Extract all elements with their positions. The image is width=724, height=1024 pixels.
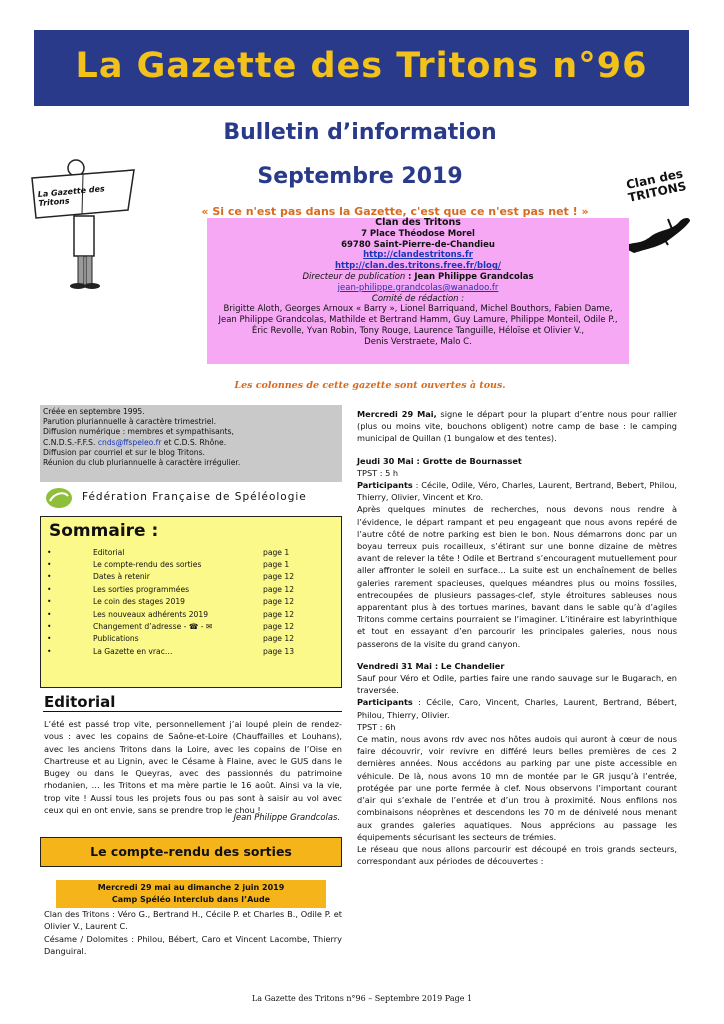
- editorial-heading: Editorial: [44, 693, 116, 711]
- masthead-title: La Gazette des Tritons n°96: [75, 46, 648, 86]
- toc-bullet: •: [47, 634, 52, 644]
- info-cds: et C.D.S. Rhône.: [163, 437, 227, 447]
- toc-page: page 12: [263, 609, 295, 619]
- participants-list: : Cécile, Odile, Véro, Charles, Laurent, Bertrand, Bebert, Philou, Thierry, Olivier, Vincent et Kro.: [357, 480, 677, 503]
- participants: [357, 696, 677, 720]
- toc-label: Les sorties programmées: [93, 584, 190, 594]
- toc-page: page 12: [263, 634, 295, 644]
- director-email-link[interactable]: jean-philippe.grandcolas@wanadoo.fr: [337, 282, 499, 293]
- participants-label: Participants: [357, 697, 413, 708]
- info-line: Diffusion par courriel et sur le blog Tritons.: [43, 447, 205, 457]
- report-date: Mercredi 29 Mai,: [357, 409, 437, 419]
- salamander-icon: [618, 211, 694, 255]
- club-street: 7 Place Théodose Morel: [361, 228, 475, 239]
- toc-bullet: •: [47, 622, 52, 632]
- toc-page: page 12: [263, 572, 295, 582]
- club-site-link[interactable]: http://clandestritons.fr: [363, 250, 473, 261]
- club-name: Clan des Tritons: [375, 217, 461, 228]
- toc-label: Publications: [93, 634, 139, 644]
- participants: [357, 479, 677, 503]
- toc-table: [47, 546, 335, 658]
- committee-line: Éric Revolle, Yvan Robin, Tony Rouge, Laurence Tanguille, Héloïse et Olivier V.,: [251, 325, 585, 336]
- committee-line: Jean Philippe Grandcolas, Mathilde et Bertrand Hamm, Guy Lamure, Philippe Monteil, Odile P.,: [218, 315, 618, 326]
- toc-page: page 1: [263, 547, 290, 557]
- newspaper-reader-logo: [28, 148, 138, 298]
- publication-info-box: [40, 405, 342, 482]
- toc-label: Les nouveaux adhérents 2019: [93, 609, 209, 619]
- toc-label: Dates à retenir: [93, 572, 150, 582]
- committee-line: Denis Verstraete, Malo C.: [364, 336, 472, 347]
- club-blog-link[interactable]: http://clan.des.tritons.free.fr/blog/: [334, 261, 502, 272]
- info-cnds: C.N.D.S.-F.F.S.: [43, 437, 96, 447]
- report-text: Le réseau que nous allons parcourir est découpé en trois grands secteurs, correspondant aux périodes de découvertes :: [357, 843, 677, 867]
- toc-page: page 12: [263, 597, 295, 607]
- camp-banner: [56, 880, 326, 908]
- club-info-box: [207, 218, 629, 364]
- toc-label: Le compte-rendu des sorties: [93, 560, 202, 570]
- table-of-contents: [40, 516, 342, 688]
- day-heading: Jeudi 30 Mai : Grotte de Bournasset: [357, 455, 522, 466]
- report-text: signe le départ pour la plupart d’entre nous pour rallier (plus ou moins vite, bouchons obligent) notre camp de base : le camping municipal de Quillan (1 bungalow et des tentes).: [357, 409, 677, 444]
- toc-row[interactable]: [47, 571, 335, 583]
- editorial-body: L’été est passé trop vite, personnellement j’ai loupé plein de rendez-vous : avec les copains de Saône-et-Loire (Chauffailles et Louhans), avec les anciens Tritons dans la Loire, avec les copains de l’Oise en Chartreuse et au Lignin, avec le Césame à Flaine, avec le GUS dans le Bugey ou dans le Queyras, avec des passionnés du patrimoine rhodanien, … les Tritons et ma mère partie le 16 août. Ainsi va la vie, trop vite ! Aussi tous les projets fous ou pas sont à saisir au vol avec ceux qui en ont envie, sans se prendre trop le chou !: [44, 719, 342, 816]
- toc-bullet: •: [47, 584, 52, 594]
- info-line: Réunion du club pluriannuelle à caractère irrégulier.: [43, 458, 241, 468]
- toc-bullet: •: [47, 572, 52, 582]
- toc-bullet: •: [47, 547, 52, 557]
- participants-label: Participants: [357, 480, 413, 491]
- report-text: Ce matin, nous avons rdv avec nos hôtes audois qui auront à cœur de nous faire découvrir, voir revivre en différé leurs belles premières de ces 2 dernières années. Nous accédons au parking par une piste accessible en véhicule. De là, nous avons 10 mn de montée par le GR jusqu’à l’entrée, protégée par une porte fermée à clef. Nous observons l’important courant d’air qui s’exhale de l’entrée et d’un trou à proximité. Nous enfilons nos combinaisons néoprènes et descendons les 70 m de dénivelé nous menant aux grandes galeries aquatiques. Nous apprécions au passage les équipements sécurisant les secteurs de trémies.: [357, 734, 677, 842]
- toc-page: page 12: [263, 584, 295, 594]
- info-line: Créée en septembre 1995.: [43, 407, 145, 416]
- toc-row[interactable]: [47, 558, 335, 570]
- editorial-rule: [43, 711, 342, 712]
- toc-title: Sommaire :: [49, 521, 159, 541]
- info-line: Diffusion numérique : membres et sympathisants,: [43, 427, 234, 437]
- camp-participants: [44, 908, 342, 957]
- cnds-email-link[interactable]: cnds@ffspeleo.fr: [97, 437, 162, 447]
- ffs-name: Fédération Française de Spéléologie: [82, 491, 307, 503]
- director-name: : Jean Philippe Grandcolas: [407, 271, 534, 282]
- toc-bullet: •: [47, 609, 52, 619]
- toc-row[interactable]: [47, 633, 335, 645]
- toc-row[interactable]: [47, 645, 335, 657]
- clan-logo-text: Clan des TRITONS: [624, 166, 688, 205]
- camp-title: Camp Spéléo Interclub dans l’Aude: [111, 895, 271, 904]
- motto: « Si ce n'est pas dans la Gazette, c'est que ce n'est pas net ! »: [201, 205, 589, 218]
- toc-row[interactable]: [47, 583, 335, 595]
- outings-report-heading: Le compte-rendu des sorties: [40, 837, 342, 867]
- toc-page: page 12: [263, 622, 295, 632]
- toc-row[interactable]: [47, 546, 335, 558]
- tpst: TPST : 5 h: [357, 467, 399, 478]
- camp-participants-cesame: Césame / Dolomites : Philou, Bébert, Caro et Vincent Lacombe, Thierry Danguiral.: [44, 933, 342, 956]
- toc-label: La Gazette en vrac…: [93, 646, 173, 656]
- report-text: Après quelques minutes de recherches, nous devons nous rendre à l’évidence, le départ rampant et peu engageant que nous avons repéré de l’autre côté de notre parking est bien le bon. Nous démarrons donc par un boyau terreux puis rocailleux, s’étirant sur une bonne dizaine de mètres avant de relever la tête ! Odile et Bertrand s’encouragent mutuellement pour aller affronter le soleil en surface… La suite est un enchaînement de belles galeries rarement spacieuses, quelques méandres plus ou moins fossiles, entrecoupées de plusieurs passages-clef, style étroitures sableuses nous apparentant plus à des tortues marines, bavant dans le sable qu’à d’agiles Tritons comme certains pourraient se l’imaginer. L’itinéraire est labyrinthique et tout en essayant d’en parcourir les principales galeries, nous nous passerons de la visite du grand canyon.: [357, 504, 677, 649]
- info-line: Parution pluriannuelle à caractère trimestriel.: [43, 417, 217, 427]
- info-line: [43, 438, 339, 448]
- cartoon-caption: La Gazette des Tritons: [37, 184, 106, 208]
- day-heading: Vendredi 31 Mai : Le Chandelier: [357, 660, 505, 671]
- toc-page: page 1: [263, 560, 290, 570]
- committee-line: Brigitte Aloth, Georges Arnoux « Barry », Lionel Barriquand, Michel Bouthors, Fabien Dame,: [223, 304, 613, 315]
- ffs-logo-banner: [42, 487, 342, 509]
- toc-bullet: •: [47, 597, 52, 607]
- club-city: 69780 Saint-Pierre-de-Chandieu: [341, 239, 495, 250]
- report-day-block: [357, 660, 677, 867]
- toc-row[interactable]: [47, 608, 335, 620]
- participants-list: : Cécile, Caro, Vincent, Charles, Laurent, Bertrand, Bébert, Philou, Thierry, Olivier.: [357, 697, 677, 720]
- toc-row[interactable]: [47, 620, 335, 632]
- camp-dates: Mercredi 29 mai au dimanche 2 juin 2019: [97, 883, 285, 892]
- report-column: [357, 408, 677, 867]
- ffs-logo-icon: [44, 487, 74, 509]
- toc-label: Changement d’adresse - ☎ - ✉: [93, 622, 213, 632]
- committee-label: Comité de rédaction :: [371, 293, 465, 304]
- report-intro: [357, 408, 677, 445]
- toc-bullet: •: [47, 560, 52, 570]
- toc-row[interactable]: [47, 596, 335, 608]
- toc-page: page 13: [263, 646, 295, 656]
- report-day-block: [357, 455, 677, 650]
- report-text: Sauf pour Véro et Odile, parties faire une rando sauvage sur le Bugarach, en traversée.: [357, 673, 677, 696]
- issue-date: Septembre 2019: [257, 164, 463, 189]
- toc-label: Le coin des stages 2019: [93, 597, 185, 607]
- camp-participants-tritons: Clan des Tritons : Véro G., Bertrand H., Cécile P. et Charles B., Odile P. et Olivier V., Laurent C.: [44, 909, 342, 932]
- masthead-banner: [34, 30, 689, 106]
- page-footer: La Gazette des Tritons n°96 – Septembre 2019 Page 1: [251, 994, 473, 1003]
- director-label: Directeur de publication: [302, 271, 406, 282]
- open-columns-note: Les colonnes de cette gazette sont ouvertes à tous.: [234, 380, 506, 391]
- bulletin-subtitle: Bulletin d’information: [223, 120, 497, 145]
- tpst: TPST : 6h: [357, 721, 396, 732]
- toc-label: Editorial: [93, 547, 125, 557]
- toc-bullet: •: [47, 646, 52, 656]
- editorial-signature: Jean Philippe Grandcolas.: [233, 812, 340, 822]
